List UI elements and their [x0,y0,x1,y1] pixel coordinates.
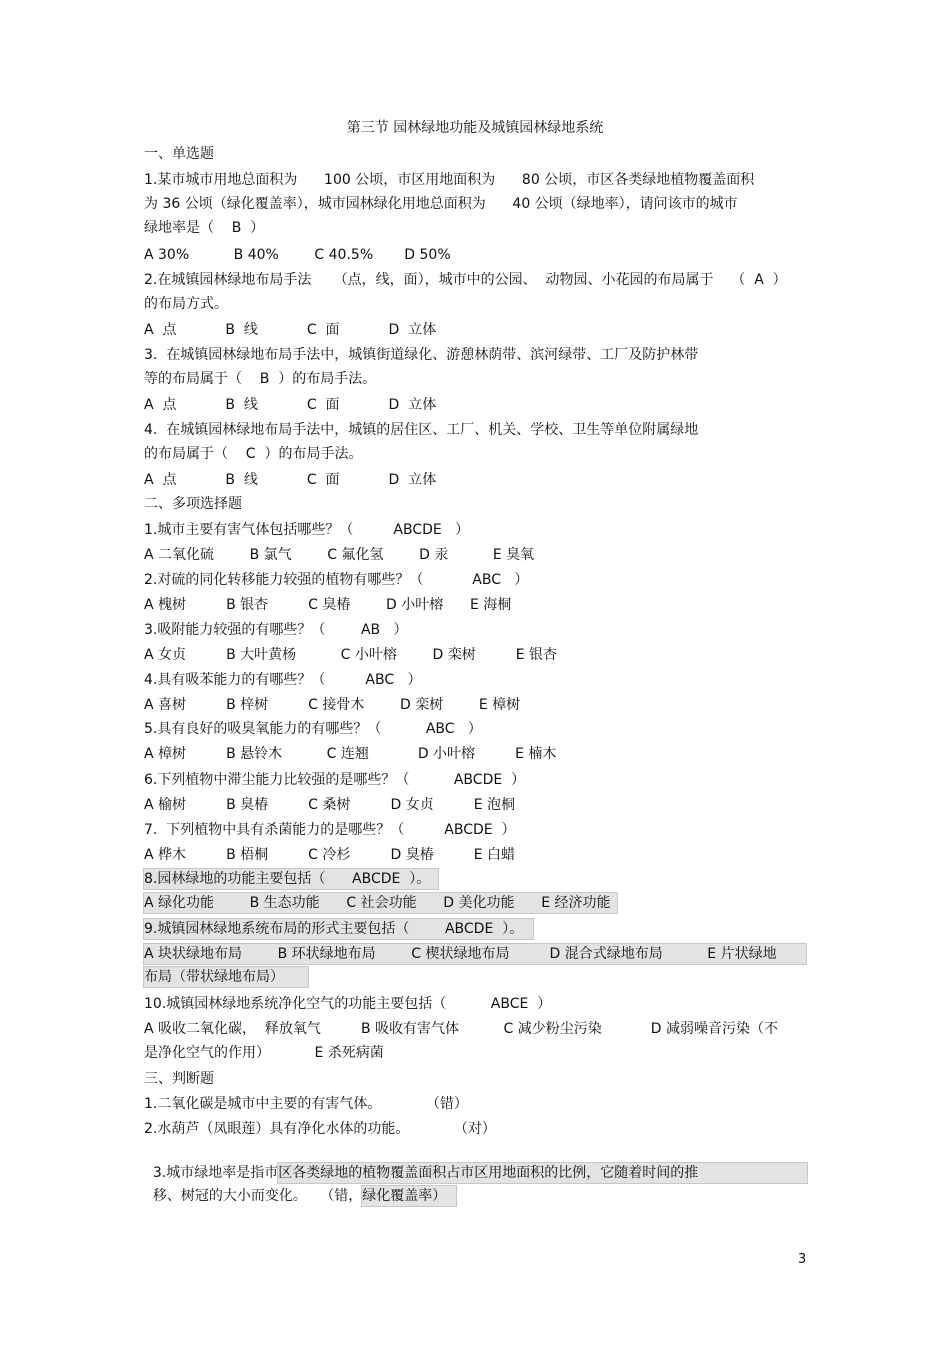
question-line: 等的布局属于（ B ）的布局手法。 [144,371,377,387]
page-title: 第三节 园林绿地功能及城镇园林绿地系统 [346,120,604,136]
answer-options: A 点 B 线 C 面 D 立体 [144,322,437,338]
highlighted-question: 8.园林绿地的功能主要包括（ ABCDE ）。 [144,869,438,889]
page-number: 3 [798,1252,807,1267]
answer-options: A 樟树 B 悬铃木 C 连翘 D 小叶榕 E 楠木 [144,746,557,762]
highlighted-text: 区各类绿地的植物覆盖面积占市区用地面积的比例，它随着时间的推 [278,1163,807,1183]
highlighted-answer-options: A 块状绿地布局 B 环状绿地布局 C 楔状绿地布局 D 混合式绿地布局 E 片状绿地 [144,944,806,964]
question-line: 绿地率是（ B ） [144,220,265,236]
highlighted-answer-options: 布局（带状绿地布局） [144,967,308,987]
question-line: 3. 在城镇园林绿地布局手法中，城镇街道绿化、游憩林荫带、滨河绿带、工厂及防护林带 [144,347,699,363]
question-line: 7. 下列植物中具有杀菌能力的是哪些？（ ABCDE ） [144,822,516,838]
question-line: 2.在城镇园林绿地布局手法 （点，线，面），城市中的公园、 动物园、小花园的布局属于 （ A ） [144,272,787,288]
answer-options: A 点 B 线 C 面 D 立体 [144,397,437,413]
judgement-text: 移、树冠的大小而变化。 （错， [152,1188,363,1204]
answer-options: A 桦木 B 梧桐 C 冷杉 D 臭椿 E 白蜡 [144,847,516,863]
question-line: 1.某市城市用地总面积为 100 公顷，市区用地面积为 80 公顷，市区各类绿地植物覆盖面积 [144,172,755,188]
answer-options: A 女贞 B 大叶黄杨 C 小叶榕 D 栾树 E 银杏 [144,647,558,663]
judgement-item: 1.二氧化碳是城市中主要的有害气体。 （错） [144,1096,468,1112]
answer-options: A 吸收二氧化碳， 释放氧气 B 吸收有害气体 C 减少粉尘污染 D 减弱噪音污染（不 [144,1021,778,1037]
question-line: 为 36 公顷（绿化覆盖率），城市园林绿化用地总面积为 40 公顷（绿地率），请问该市的城市 [144,196,738,212]
answer-options: A 槐树 B 银杏 C 臭椿 D 小叶榕 E 海桐 [144,597,512,613]
answer-options: A 二氧化硫 B 氯气 C 氟化氢 D 汞 E 臭氧 [144,547,535,563]
answer-options: A 30% B 40% C 40.5% D 50% [144,247,451,263]
answer-options: A 榆树 B 臭椿 C 桑树 D 女贞 E 泡桐 [144,797,516,813]
question-line: 5.具有良好的吸臭氧能力的有哪些？（ ABC ） [144,721,482,737]
question-line: 6.下列植物中滞尘能力比较强的是哪些？（ ABCDE ） [144,772,526,788]
section-heading-multiple-choice: 二、多项选择题 [144,496,242,512]
highlighted-question: 9.城镇园林绿地系统布局的形式主要包括（ ABCDE ）。 [144,919,533,939]
question-line: 的布局方式。 [144,296,228,312]
question-line: 10.城镇园林绿地系统净化空气的功能主要包括（ ABCE ） [144,996,552,1012]
highlighted-text: 绿化覆盖率） [362,1186,456,1206]
question-line: 3.吸附能力较强的有哪些？（ AB ） [144,622,408,638]
question-line: 的布局属于（ C ）的布局手法。 [144,446,363,462]
answer-options: A 点 B 线 C 面 D 立体 [144,472,437,488]
question-line: 4. 在城镇园林绿地布局手法中，城镇的居住区、工厂、机关、学校、卫生等单位附属绿地 [144,422,699,438]
answer-options: 是净化空气的作用） E 杀死病菌 [144,1045,384,1061]
answer-options: A 喜树 B 梓树 C 接骨木 D 栾树 E 樟树 [144,697,521,713]
question-line: 2.对硫的同化转移能力较强的植物有哪些？（ ABC ） [144,572,529,588]
question-line: 4.具有吸苯能力的有哪些？（ ABC ） [144,672,422,688]
judgement-text: 3.城市绿地率是指市 [152,1165,279,1181]
judgement-item [144,1166,456,1206]
section-heading-single-choice: 一、单选题 [144,146,214,162]
highlighted-answer-options: A 绿化功能 B 生态功能 C 社会功能 D 美化功能 E 经济功能 [144,893,617,913]
question-line: 1.城市主要有害气体包括哪些？（ ABCDE ） [144,522,470,538]
judgement-item: 2.水葫芦（凤眼莲）具有净化水体的功能。 （对） [144,1121,496,1137]
section-heading-true-false: 三、判断题 [144,1071,214,1087]
